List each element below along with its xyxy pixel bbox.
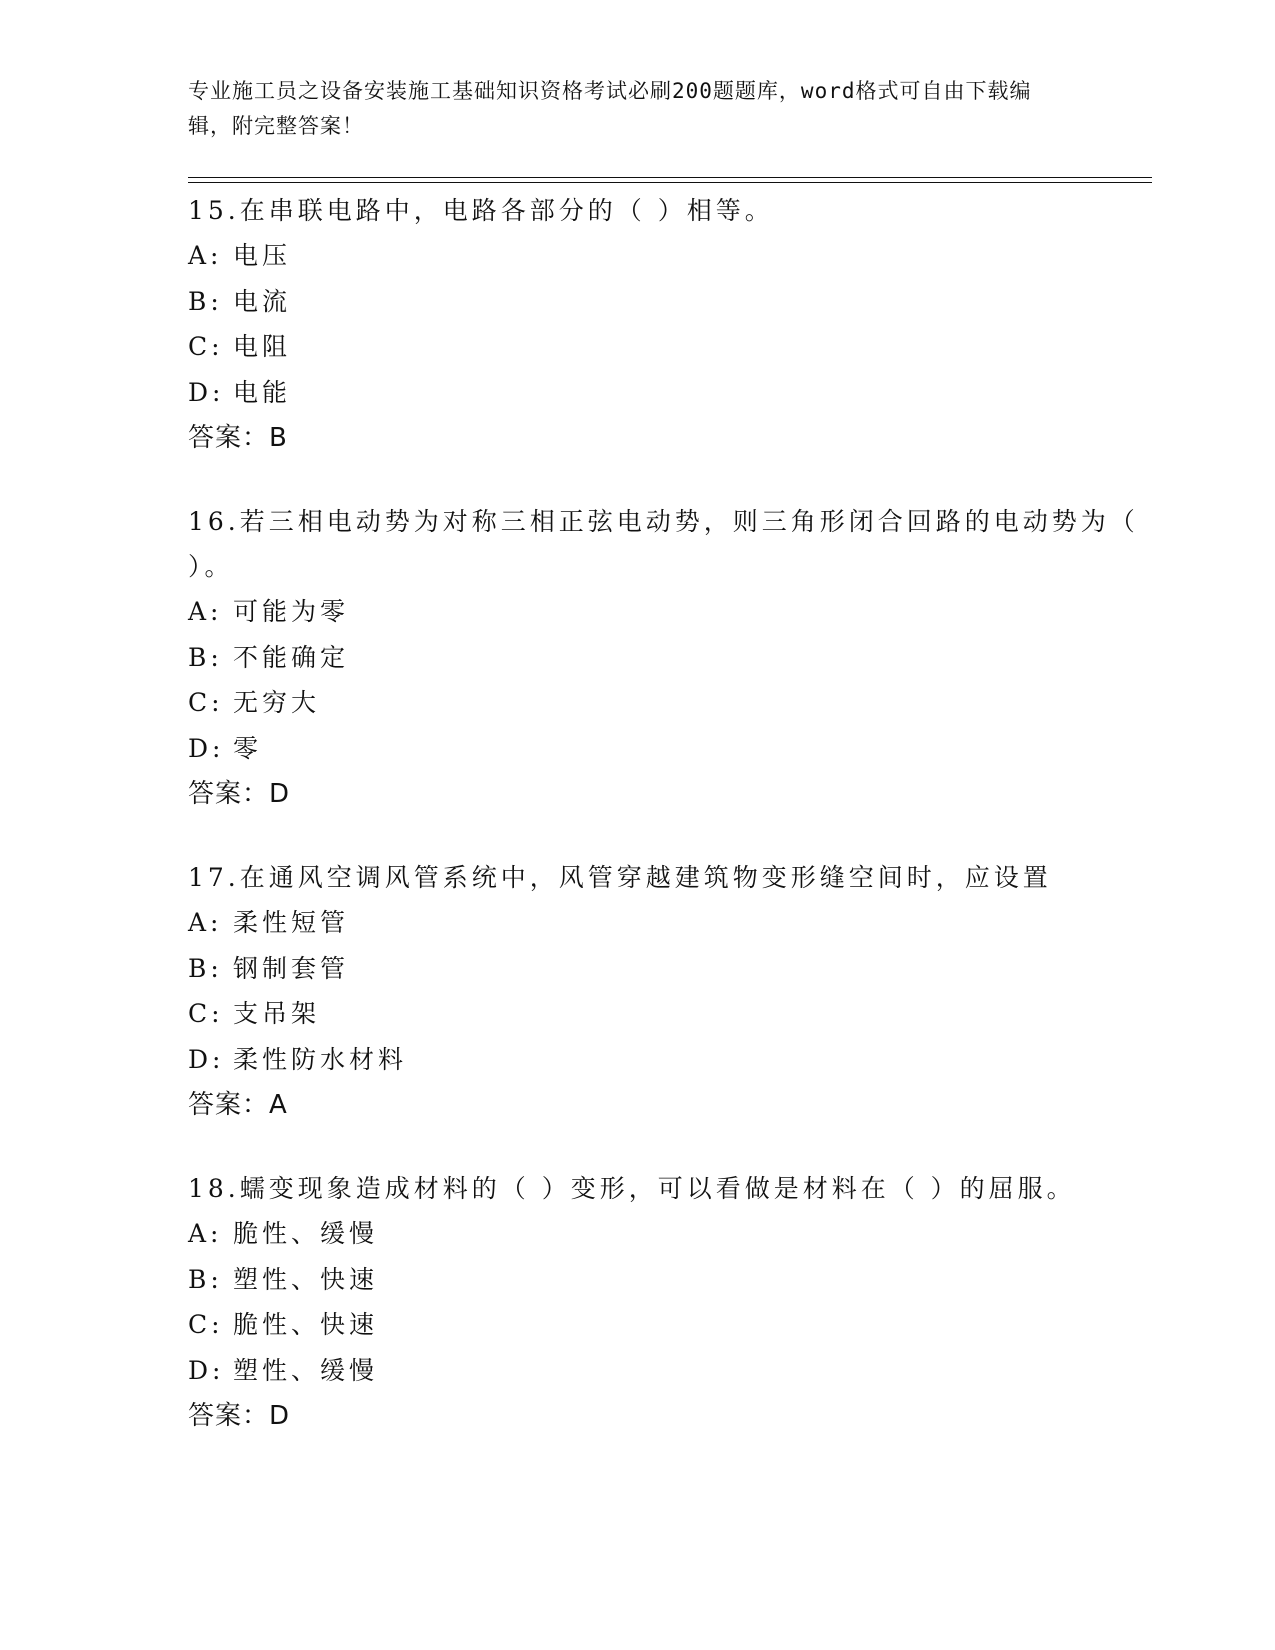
option-b [188,1257,1148,1303]
option-b [188,279,1148,325]
document-header: 专业施工员之设备安装施工基础知识资格考试必刷200题题库，word格式可自由下载编辑，附完整答案！ [188,79,1032,138]
option-c [188,1302,1148,1348]
option-letter: A: [188,597,223,626]
question-18 [188,1166,1148,1439]
question-stem: 18.蠕变现象造成材料的（ ）变形，可以看做是材料在（ ）的屈服。 [188,1174,1076,1203]
option-text: 支吊架 [233,999,321,1028]
option-a [188,233,1148,279]
question-16 [188,499,1148,817]
option-c [188,991,1148,1037]
option-letter: B: [188,1264,223,1294]
option-letter: D: [188,733,225,763]
option-d [188,1037,1148,1083]
option-text: 塑性、缓慢 [233,1355,379,1385]
option-text: 塑性、快速 [233,1264,379,1294]
option-a [188,900,1148,946]
option-letter: B: [188,642,223,672]
option-a [188,1211,1148,1257]
question-stem: 16.若三相电动势为对称三相正弦电动势，则三角形闭合回路的电动势为（ ）。 [188,507,1139,581]
header-divider-bottom [188,182,1152,183]
option-letter: D: [188,1355,225,1385]
option-letter: D: [188,1044,225,1074]
option-d [188,726,1148,772]
option-letter: A: [188,241,223,270]
answer-line: 答案：D [188,1401,291,1431]
question-stem: 17.在通风空调风管系统中，风管穿越建筑物变形缝空间时，应设置 [188,863,1052,892]
answer-line: 答案：A [188,1090,288,1120]
option-text: 电压 [233,241,292,270]
option-text: 电能 [233,377,292,407]
option-text: 柔性防水材料 [233,1044,408,1074]
option-text: 不能确定 [233,642,350,672]
option-text: 电流 [233,286,292,316]
option-letter: A: [188,908,223,937]
option-text: 可能为零 [233,597,350,626]
answer-line: 答案：B [188,423,288,453]
option-letter: C: [188,332,224,361]
option-text: 脆性、快速 [233,1310,379,1339]
option-letter: C: [188,999,224,1028]
option-letter: A: [188,1219,223,1248]
option-d [188,370,1148,416]
option-b [188,635,1148,681]
option-text: 柔性短管 [233,908,350,937]
option-letter: B: [188,953,223,983]
option-text: 电阻 [233,332,292,361]
question-15 [188,188,1148,461]
option-b [188,946,1148,992]
answer-line: 答案：D [188,779,291,809]
option-letter: B: [188,286,223,316]
option-letter: C: [188,688,224,717]
header-divider-top [188,177,1152,178]
option-c [188,680,1148,726]
option-text: 钢制套管 [233,953,350,983]
option-d [188,1348,1148,1394]
option-text: 零 [233,733,263,763]
option-text: 脆性、缓慢 [233,1219,379,1248]
question-stem: 15.在串联电路中，电路各部分的（ ）相等。 [188,196,774,225]
question-list [188,188,1148,1477]
option-a [188,589,1148,635]
option-c [188,324,1148,370]
question-17 [188,855,1148,1128]
option-text: 无穷大 [233,688,321,717]
option-letter: C: [188,1310,224,1339]
option-letter: D: [188,377,225,407]
